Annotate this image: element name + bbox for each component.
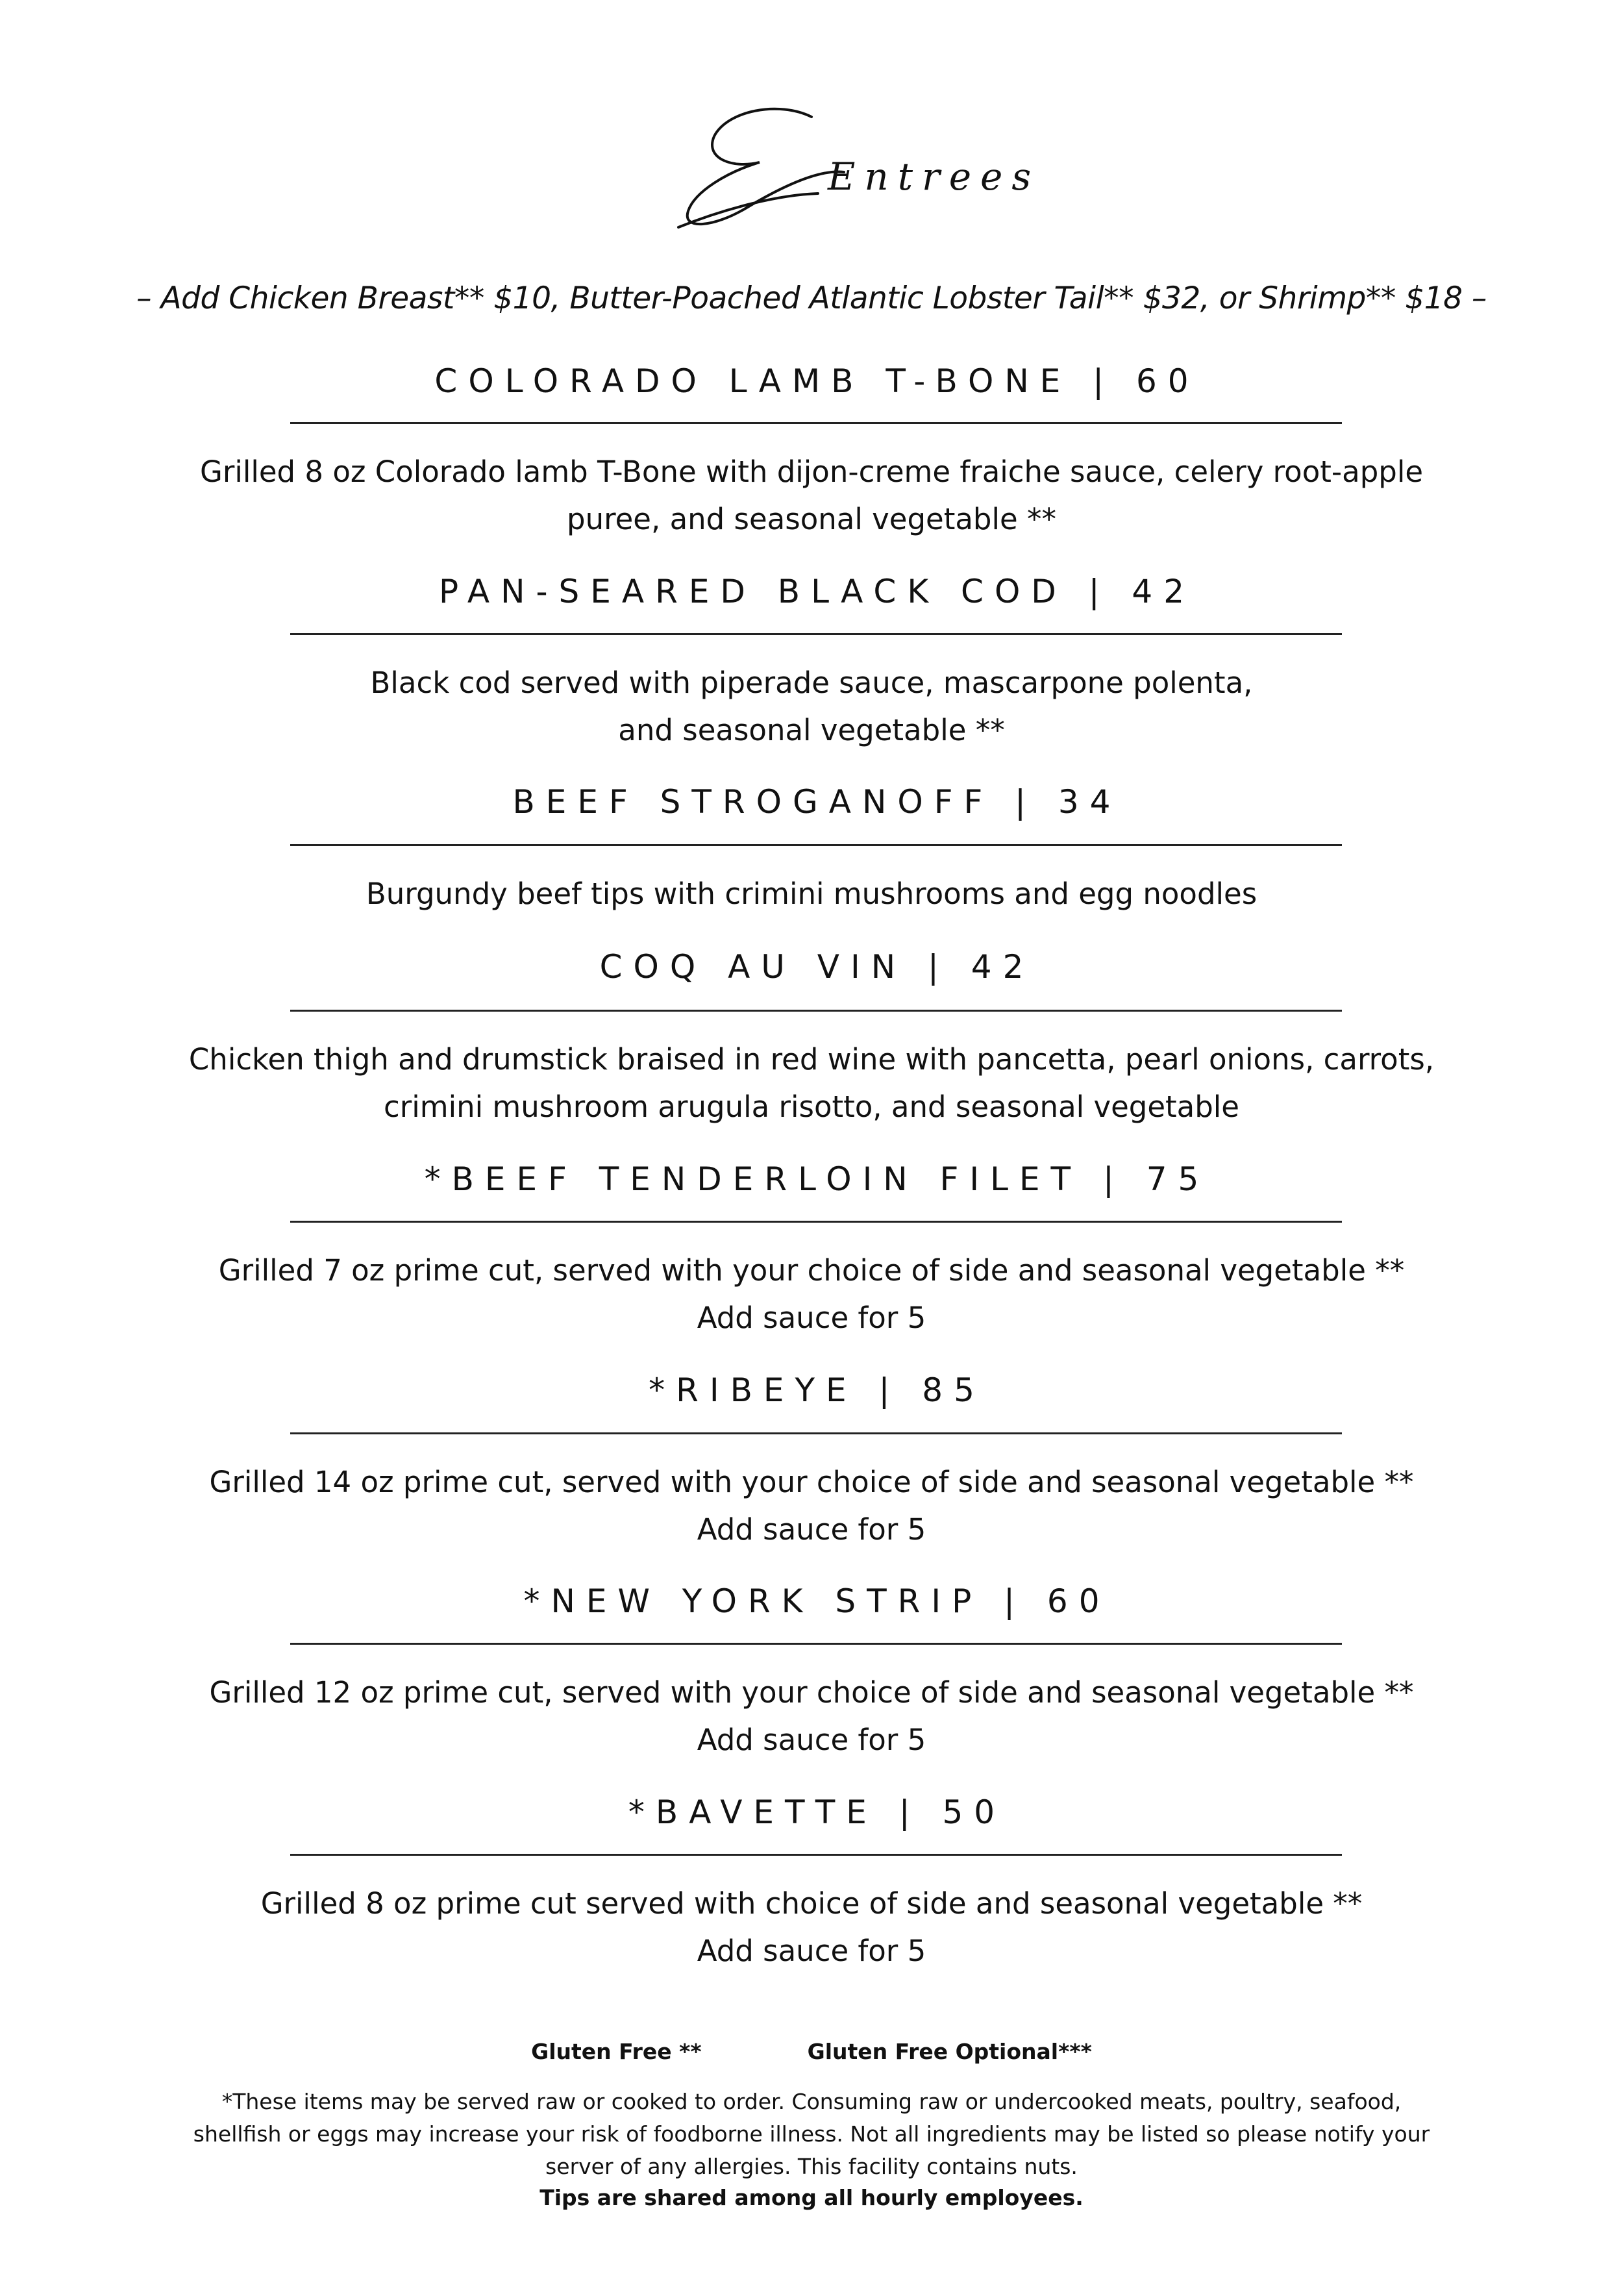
gluten-free-optional-label: Gluten Free Optional*** [807, 2039, 1092, 2064]
item-description: Grilled 8 oz prime cut served with choice of side and seasonal vegetable ** Add sauce for 5 [260, 1886, 1363, 1968]
divider [290, 1221, 1342, 1223]
title-text: Entrees [828, 155, 1041, 199]
item-name: *RIBEYE | 85 [649, 1371, 985, 1409]
divider [290, 1010, 1342, 1012]
item-name: *BAVETTE | 50 [628, 1793, 1006, 1831]
item-name: *NEW YORK STRIP | 60 [523, 1582, 1111, 1620]
dietary-legend [0, 2039, 1623, 2064]
tips-note: Tips are shared among all hourly employees. [539, 2185, 1084, 2210]
divider [290, 844, 1342, 846]
divider [290, 1643, 1342, 1645]
divider [290, 422, 1342, 424]
item-description: Grilled 7 oz prime cut, served with your choice of side and seasonal vegetable ** Add sauce for 5 [218, 1253, 1405, 1335]
entrees-script-heading [649, 97, 1041, 247]
allergy-disclaimer: *These items may be served raw or cooked to order. Consuming raw or undercooked meats, poultry, seafood, shellfish or eggs may increase your risk of foodborne illness. Not all ingredients may be listed so please notify your server of any allergies. This facility contains nuts. [193, 2089, 1430, 2179]
item-description: Burgundy beef tips with crimini mushrooms and egg noodles [365, 877, 1258, 911]
item-name: PAN-SEARED BLACK COD | 42 [438, 573, 1196, 610]
item-name: BEEF STROGANOFF | 34 [512, 783, 1122, 821]
item-description: Grilled 8 oz Colorado lamb T-Bone with dijon-creme fraiche sauce, celery root-apple puree, and seasonal vegetable ** [199, 455, 1424, 536]
gluten-free-label: Gluten Free ** [531, 2039, 702, 2064]
menu-title [649, 97, 1041, 247]
addons-line: – Add Chicken Breast** $10, Butter-Poached Atlantic Lobster Tail** $32, or Shrimp** $18 – [136, 281, 1487, 316]
divider [290, 633, 1342, 635]
divider [290, 1432, 1342, 1434]
item-name: COLORADO LAMB T-BONE | 60 [434, 362, 1200, 400]
item-description: Black cod served with piperade sauce, mascarpone polenta, and seasonal vegetable ** [370, 666, 1253, 747]
divider [290, 1854, 1342, 1856]
item-name: COQ AU VIN | 42 [599, 948, 1035, 986]
item-description: Grilled 12 oz prime cut, served with your choice of side and seasonal vegetable ** Add sauce for 5 [209, 1675, 1414, 1757]
item-name: *BEEF TENDERLOIN FILET | 75 [424, 1160, 1210, 1198]
item-description: Chicken thigh and drumstick braised in red wine with pancetta, pearl onions, carrots, crimini mushroom arugula risotto, and seasonal vegetable [188, 1042, 1435, 1124]
item-description: Grilled 14 oz prime cut, served with your choice of side and seasonal vegetable ** Add sauce for 5 [209, 1465, 1414, 1547]
